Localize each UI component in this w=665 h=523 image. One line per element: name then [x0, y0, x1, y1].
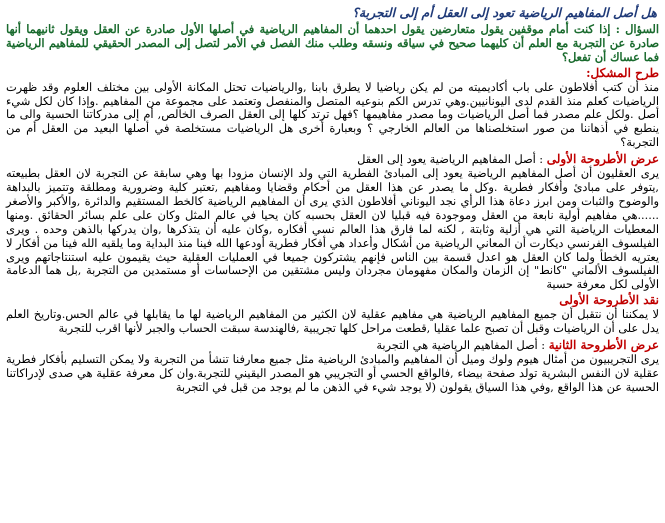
- critique1-paragraph: لا يمكننا أن نتقبل أن جميع المفاهيم الرياضية هي مفاهيم عقلية لان الكثير من المفاهيم الرياضية لها ما يقابلها في عالم الحس.وتاريخ العلم يدل على أن الرياضيات وقبل أن تصبح علما عقليا ,قطعت مراحل كلها تجريبية ,فالهندسة سبقت الحساب والجبر لأنها اقرب للتجربة: [6, 308, 659, 336]
- thesis2-title: : أصل المفاهيم الرياضية هي التجربة: [376, 338, 546, 352]
- thesis2-label: عرض الأطروحة الثانية: [548, 337, 659, 352]
- question-title: هل أصل المفاهيم الرياضية تعود إلى العقل أم إلى التجربة؟: [352, 5, 657, 20]
- thesis2-heading: [6, 339, 659, 353]
- problem-heading: طرح المشكل:: [586, 65, 659, 80]
- thesis2-paragraph: يرى التجريبيون من أمثال هيوم ولوك وميل أن المفاهيم والمبادئ الرياضية مثل جميع معارفنا تنشأ من التجربة ولا يمكن التسليم بأفكار فطرية عقلية لان النفس البشرية تولد صفحة بيضاء ,فالواقع الحسي أو التجريبي هو المصدر اليقيني للتجربة.وان كل معرفة عقلية هي صدى لإدراكاتنا الحسية عن هذا الواقع ,وفي هذا السياق يقولون (لا يوجد شيء في الذهن ما لم يوجد من قبل في التجربة: [6, 352, 659, 394]
- question-text: السؤال : إذا كنت أمام موقفين يقول متعارضين يقول احدهما أن المفاهيم الرياضية في أصلها الأول صادرة عن العقل ويقول ثانيهما أنها صادرة عن التجربة مع العلم أن كليهما صحيح في سياقه ونسقه وطلب منك الفصل في الأمر لتصل إلى المصدر الحقيقي للمفاهيم الرياضية فما عساك أن تفعل؟: [6, 22, 659, 64]
- thesis1-paragraph: يرى العقليون أن أصل المفاهيم الرياضية يعود إلى المبادئ الفطرية التي ولد الإنسان مزودا بها وهي سابقة عن التجربة لان العقل بطبيعته ,يتوفر على مبادئ وأفكار فطرية .وكل ما يصدر عن هذا العقل من أحكام وقضايا ومفاهيم ,تعتبر كلية وضرورية ومطلقة وتتميز بالبداهة والوضوح والثبات ومن ابرز دعاة هذا الرأي نجد اليوناني أفلاطون الذي يرى أن المفاهيم الرياضية كالخط المستقيم والدائرة ,والأكبر والأصغر ......هي مفاهيم أولية نابعة من العقل وموجودة فيه قبليا لان العقل بحسبه كان يحيا في عالم المثل وكان على علم بسائر الحقائق .ومنها المعطيات الرياضية التي هي أزلية وثابتة , لكنه لما فارق هذا العالم نسي أفكاره ,وكان عليه أن يتذكرها ,وان يدركها بالذهن وحده . ويرى الفيلسوف الفرنسي ديكارت أن المعاني الرياضية من أشكال وأعداد هي أفكار فطرية أودعها الله فينا منذ البداية وما يلقيه الله فينا من أفكار لا يعتريه الخطأ ولما كان العقل هو اعدل قسمة بين الناس فإنهم يشتركون جميعا في العمليات العقلية حيث يقيمون عليه استنتاجاتهم ويرى الفيلسوف الألماني "كانط" إن الزمان والمكان مفهومان مجردان وليس مشتقين من الإحساسات أو مستمدين من التجربة ,بل هما الدعامة الأولى لكل معرفة حسية: [6, 167, 659, 292]
- thesis1-label: عرض الأطروحة الأولى: [546, 152, 659, 167]
- critique1-heading: نقد الأطروحة الأولى: [559, 293, 659, 308]
- thesis1-heading: [6, 153, 659, 167]
- thesis1-title: : أصل المفاهيم الرياضية يعود إلى العقل: [357, 153, 544, 167]
- problem-paragraph: منذ أن كتب أفلاطون على باب أكاديميته من لم يكن رياضيا لا يطرق بابنا ,والرياضيات تحتل المكانة الأولى بين مختلف العلوم وقد ظهرت الرياضيات كعلم منذ القدم لدى اليونانيين.وهي تدرس الكم بنوعيه المتصل والمنفصل وتعتمد على مجموعة من المفاهيم .وإذا كان لكل شيء أصل .ولكل علم مصدر فما أصل الرياضيات وما مصدر مفاهيمها ؟فهل ترتد كلها إلى العقل الصرف الخالص, أم إلى مدركاتنا الحسية والى ما ينطبع في أذهاننا من صور استخلصناها من العالم الخارجي ؟ وبعبارة أخرى هل الرياضيات مستخلصة في أصلها البعيد من العقل أم من التجربة؟: [6, 80, 659, 150]
